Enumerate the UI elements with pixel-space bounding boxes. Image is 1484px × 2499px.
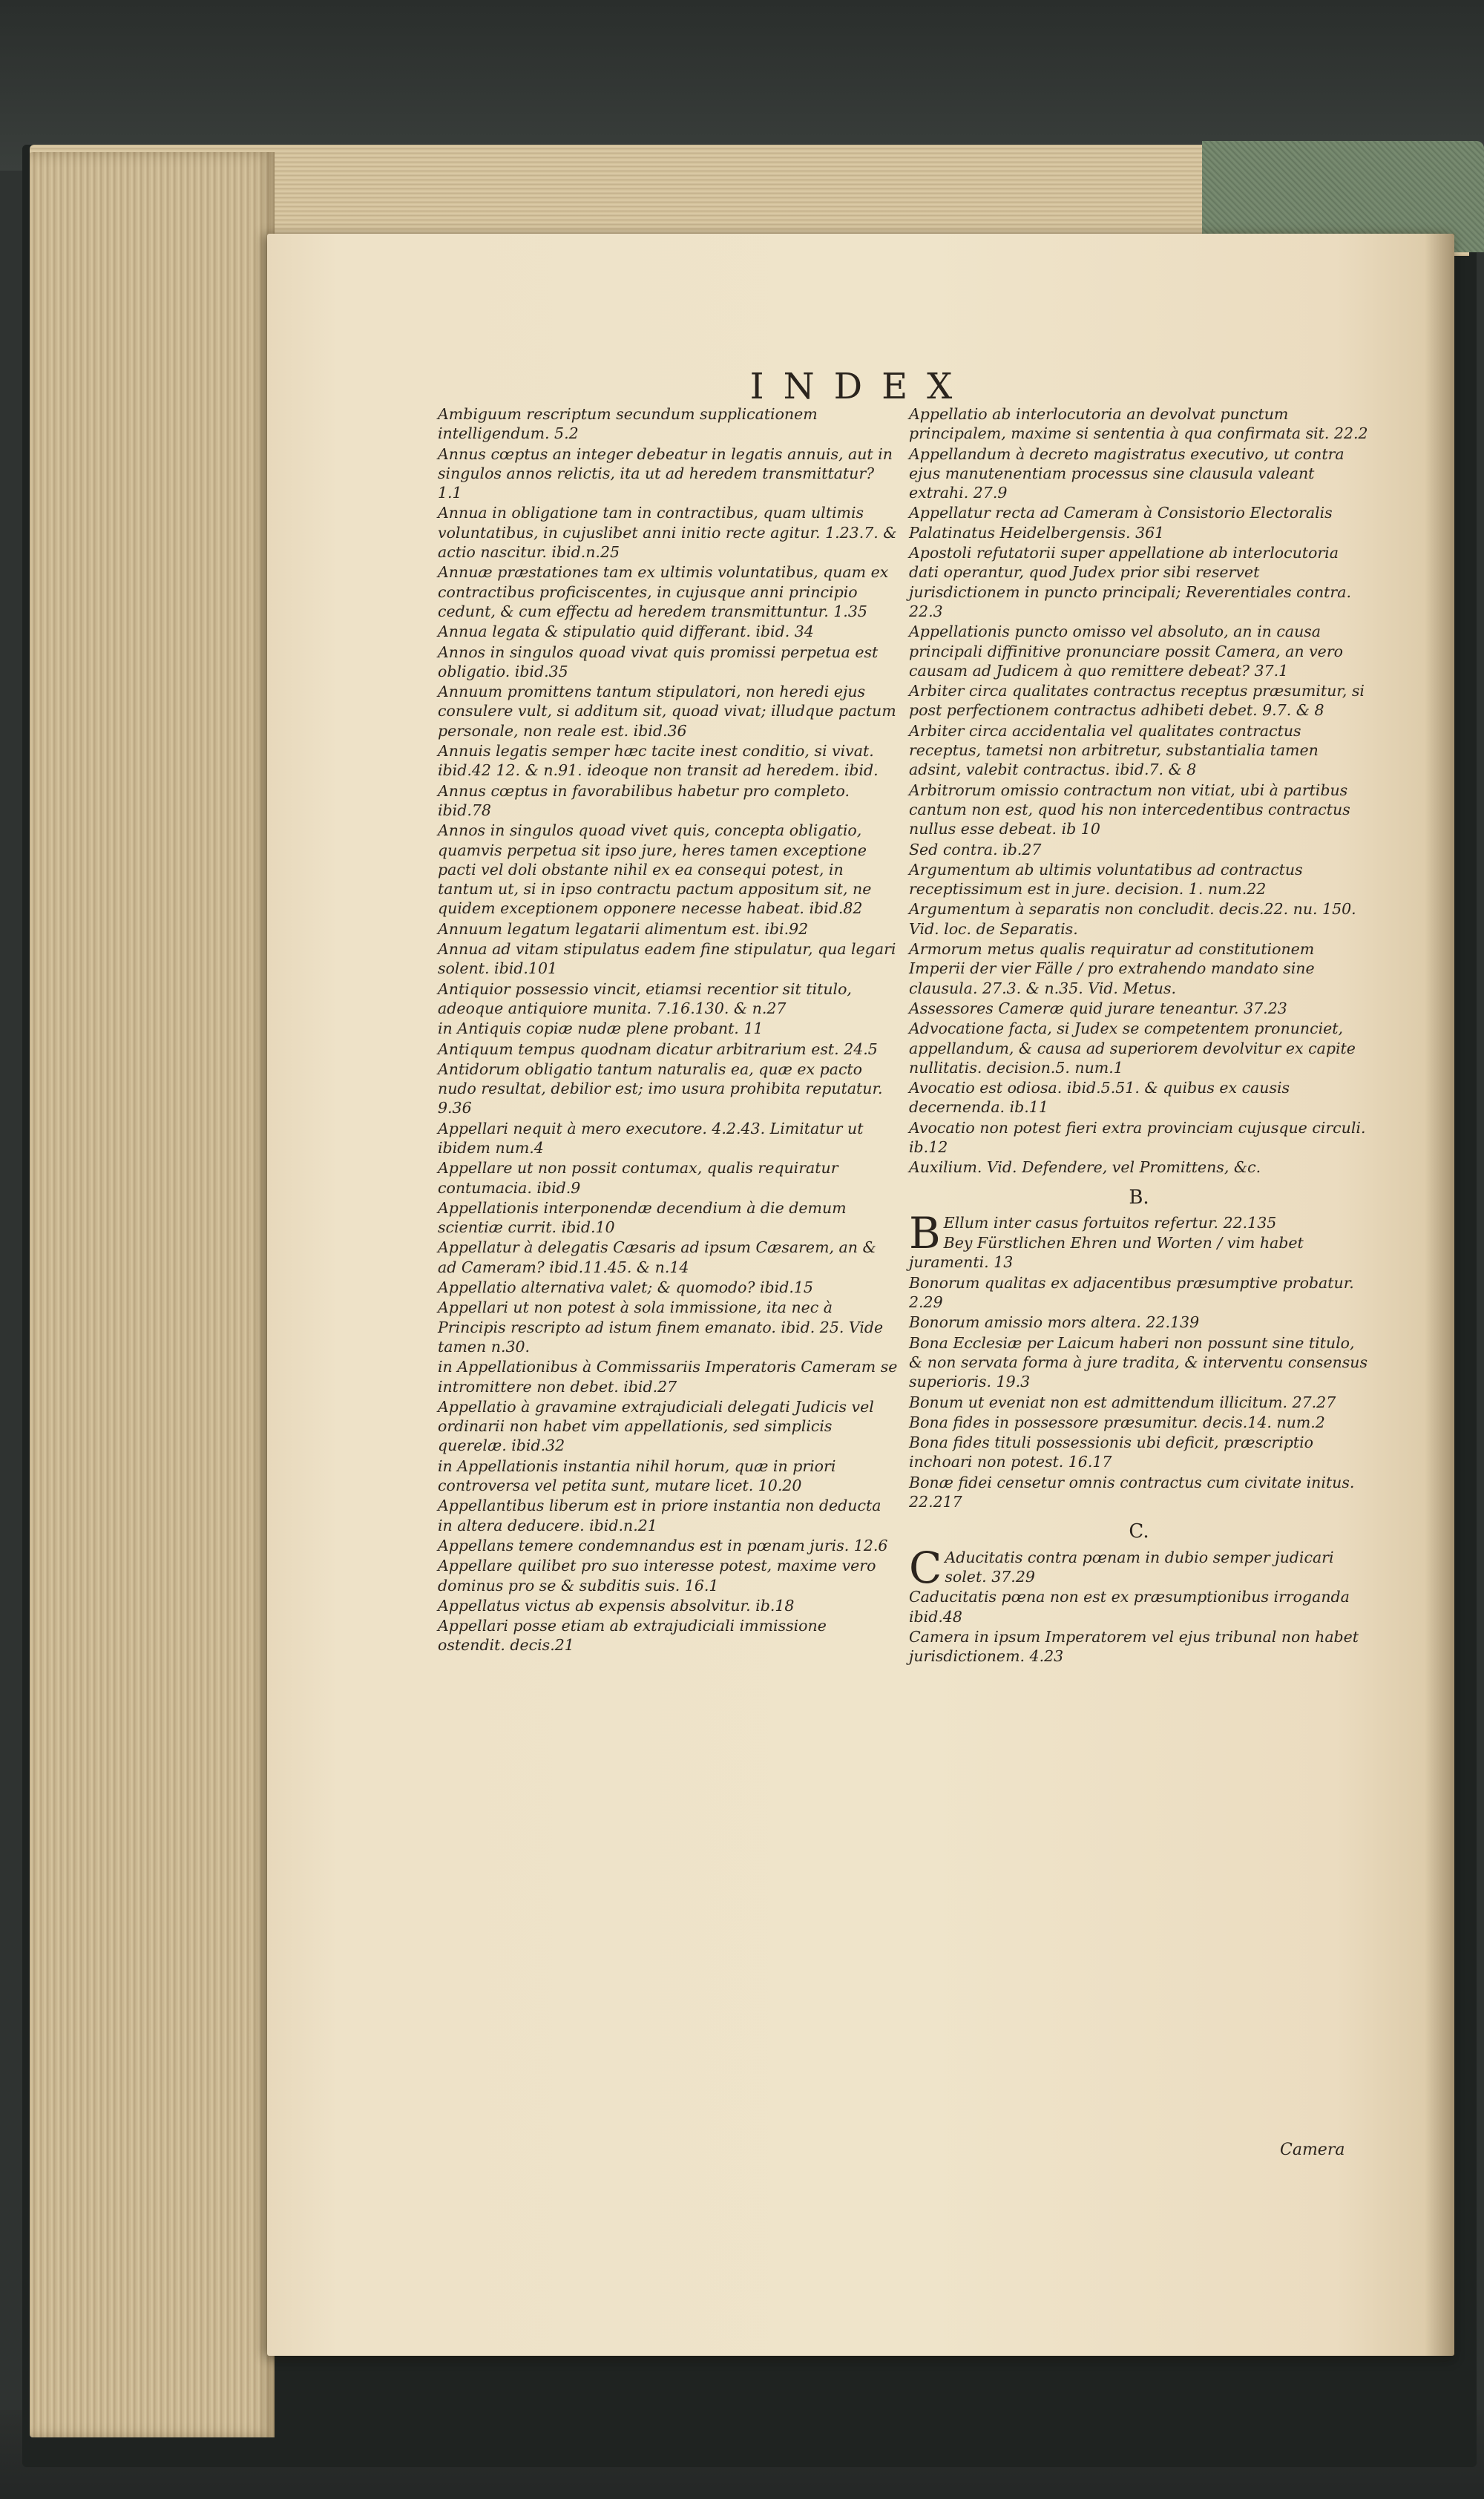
index-entry: Annuæ præstationes tam ex ultimis voluntatibus, quam ex contractibus proficiscentes, in cujusque anni principio cedunt, & cum effectu ad heredem transmittuntur. 1.35 [438,563,889,620]
index-entry: Ambiguum rescriptum secundum supplicationem intelligendum. 5.2 [438,405,818,443]
index-entry: Annos in singulos quoad vivat quis promissi perpetua est obligatio. ibid.35 [438,643,879,680]
index-entry: Bonorum qualitas ex adjacentibus præsumptive probatur. 2.29 [909,1273,1354,1312]
index-entry: Argumentum à separatis non concludit. decis.22. nu. 150. Vid. loc. de Separatis. [909,900,1356,938]
index-entry: Annuis legatis semper hæc tacite inest conditio, si vivat. ibid.42 12. & n.91. ideoque non transit ad heredem. ibid. [438,742,879,780]
index-entry: Appellationis puncto omisso vel absoluto, an in causa principali diffinitive pronunciare possit Camera, an vero causam ad Judicem à quo remittere debeat? 37.1 [909,623,1343,680]
index-entry: Annuum legatum legatarii alimentum est. ibi.92 [438,919,809,938]
index-entry: Appellatio alternativa valet; & quomodo? ibid.15 [438,1278,813,1297]
index-entry: Caducitatis pœna non est ex præsumptionibus irroganda ibid.48 [909,1588,1350,1626]
index-entry: Armorum metus qualis requiratur ad constitutionem Imperii der vier Fälle / pro extrahendo mandato sine clausula. 27.3. & n.35. Vid. Metus. [909,940,1315,997]
index-entry: Appellatus victus ab expensis absolvitur. ib.18 [438,1596,795,1615]
index-entry: Annua ad vitam stipulatus eadem fine stipulatur, qua legari solent. ibid.101 [438,940,896,978]
index-entry: Appellare ut non possit contumax, qualis requiratur contumacia. ibid.9 [438,1159,838,1197]
index-entry: Annus cœptus an integer debeatur in legatis annuis, aut in singulos annos relictis, ita ut ad heredem transmittatur? 1.1 [438,444,893,502]
index-entry: Bona fides tituli possessionis ubi deficit, præscriptio inchoari non potest. 16.17 [909,1434,1313,1471]
index-entry: Appellans temere condemnandus est in pœnam juris. 12.6 [438,1536,888,1554]
index-entry: Appellatur à delegatis Cæsaris ad ipsum Cæsarem, an & ad Cameram? ibid.11.45. & n.14 [438,1238,876,1276]
index-entry: Annua legata & stipulatio quid differant. ibid. 34 [438,623,814,641]
index-entry: Bonorum amissio mors altera. 22.139 [909,1313,1200,1332]
index-entry: Arbitrorum omissio contractum non vitiat, ubi à partibus cantum non est, quod his non intercedentibus contractus nullus esse debeat. ib 10 [909,781,1350,838]
index-entry: Auxilium. Vid. Defendere, vel Promittens, &c. [909,1158,1261,1177]
index-entry: Appellationis interponendæ decendium à die demum scientiæ currit. ibid.10 [438,1198,847,1237]
index-entry: Bonæ fidei censetur omnis contractus cum civitate initus. 22.217 [909,1473,1355,1511]
book-page [267,234,1454,2356]
index-entry: Sed contra. ib.27 [909,840,1042,858]
index-entry: Annus cœptus in favorabilibus habetur pro completo. ibid.78 [438,781,850,819]
index-entry: Avocatio est odiosa. ibid.5.51. & quibus ex causis decernenda. ib.11 [909,1079,1290,1117]
page-block-edge [30,152,275,2437]
index-entry: Appellari nequit à mero executore. 4.2.43. Limitatur ut ibidem num.4 [438,1119,864,1157]
index-entry: Arbiter circa qualitates contractus receptus præsumitur, si post perfectionem contractus adhibeti debet. 9.7. & 8 [909,682,1365,720]
index-entry: Appellantibus liberum est in priore instantia non deducta in altera deducere. ibid.n.21 [438,1497,881,1534]
page-header: INDEX [749,366,972,407]
drop-cap-b: B [909,1207,941,1258]
index-entry [909,1542,1369,1593]
index-entry: Annos in singulos quoad vivet quis, concepta obligatio, quamvis perpetua sit ipso jure, heres tamen exceptione pacti vel doli obstante nihil ex ea consequi potest, in tantum ut, si in ipso contractu pactum appositum sit, ne quidem exceptionem opponere necesse habeat. ibid.82 [438,821,872,918]
index-entry: Appellatio à gravamine extrajudiciali delegati Judicis vel ordinarii non habet vim appellationis, sed simplicis querelæ. ibid.32 [438,1397,874,1455]
index-entry-text: Ellum inter casus fortuitos refertur. 22.135 [943,1213,1277,1232]
index-entry: Antiquior possessio vincit, etiamsi recentior sit titulo, adeoque antiquiore munita. 7.16.130. & n.27 [438,979,852,1017]
index-entry: Bona Ecclesiæ per Laicum haberi non possunt sine titulo, & non servata forma à jure tradita, & interventu consensus superioris. 19.3 [909,1333,1368,1391]
index-entry: Bey Fürstlichen Ehren und Worten / vim habet juramenti. 13 [909,1234,1304,1272]
index-entry: Appellari posse etiam ab extrajudiciali immissione ostendit. decis.21 [438,1617,827,1655]
catchword: Camera [1280,2141,1345,2159]
index-entry: Argumentum ab ultimis voluntatibus ad contractus receptissimum est in jure. decision. 1. num.22 [909,860,1303,899]
index-entry: Appellari ut non potest à sola immissione, ita nec à Principis rescripto ad istum finem emanato. ibid. 25. Vide tamen n.30. [438,1298,884,1356]
index-entry: in Appellationis instantia nihil horum, quæ in priori controversa vel petita sunt, mutare licet. 10.20 [438,1457,836,1495]
index-entry: Assessores Cameræ quid jurare teneantur. 37.23 [909,999,1287,1017]
index-entry: Avocatio non potest fieri extra provinciam cujusque circuli. ib.12 [909,1118,1366,1156]
index-entry: Appellatur recta ad Cameram à Consistorio Electoralis Palatinatus Heidelbergensis. 361 [909,504,1333,542]
section-letter-b: B. [1129,1186,1149,1209]
drop-cap-c: C [909,1542,942,1593]
index-entry: Camera in ipsum Imperatorem vel ejus tribunal non habet jurisdictionem. 4.23 [909,1627,1359,1666]
index-entry: Apostoli refutatorii super appellatione ab interlocutoria dati operantur, quod Judex prior sibi reservet jurisdictionem in puncto principali; Reverentiales contra. 22.3 [909,544,1351,620]
index-entry: Annua in obligatione tam in contractibus, quam ultimis voluntatibus, in cujuslibet anni initio recte agitur. 1.23.7. & actio nascitur. ibid.n.25 [438,504,897,562]
page-gutter [1425,234,1454,2356]
index-entry: Appellare quilibet pro suo interesse potest, maxime vero dominus pro se & subditis suis. 16.1 [438,1557,876,1595]
right-column [909,404,1369,1666]
index-entry: Antiquum tempus quodnam dicatur arbitrarium est. 24.5 [438,1040,878,1058]
index-entry: Annuum promittens tantum stipulatori, non heredi ejus consulere vult, si additum sit, quoad vivat; illudque pactum personale, non reale est. ibid.36 [438,683,896,740]
index-entry: Arbiter circa accidentalia vel qualitates contractus receptus, tametsi non arbitretur, substantialia tamen adsint, valebit contractus. ibid.7. & 8 [909,721,1319,779]
index-entry: Bona fides in possessore præsumitur. decis.14. num.2 [909,1413,1325,1431]
index-entry: Appellandum à decreto magistratus executivo, ut contra ejus manutenentiam processus sine clausula valeant extrahi. 27.9 [909,444,1345,502]
index-entry: Antidorum obligatio tantum naturalis ea, quæ ex pacto nudo resultat, debilior est; imo usura prohibita reputatur. 9.36 [438,1060,883,1117]
index-entry-text: Aducitatis contra pœnam in dubio semper judicari solet. 37.29 [945,1548,1334,1586]
index-entry: Appellatio ab interlocutoria an devolvat punctum principalem, maxime si sententia à qua confirmata sit. 22.2 [909,405,1368,443]
section-letter-c: C. [1129,1520,1149,1543]
index-entry: Bonum ut eveniat non est admittendum illicitum. 27.27 [909,1393,1336,1411]
index-entry: in Antiquis copiæ nudæ plene probant. 11 [438,1019,764,1038]
index-entry: Advocatione facta, si Judex se competentem pronunciet, appellandum, & causa ad superiorem devolvitur ex capite nullitatis. decision.5. num.1 [909,1019,1356,1077]
index-entry: in Appellationibus à Commissariis Imperatoris Cameram se intromittere non debet. ibid.27 [438,1358,898,1396]
left-column [438,404,898,1656]
